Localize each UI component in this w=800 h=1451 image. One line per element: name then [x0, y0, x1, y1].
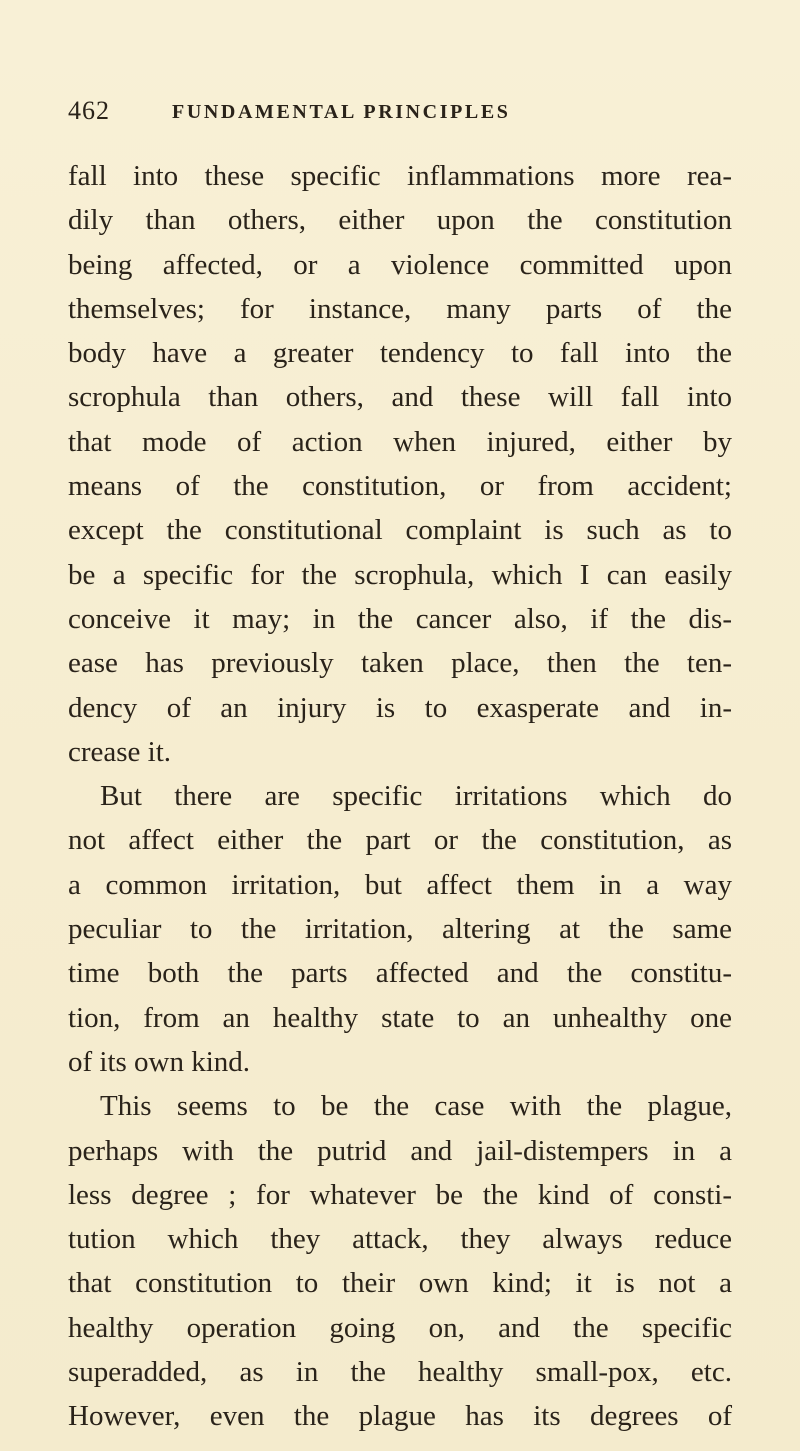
- text-line: However, even the plague has its degrees of: [68, 1400, 732, 1433]
- text-line: fall into these specific inflammations more rea-: [68, 160, 732, 192]
- text-line: healthy operation going on, and the specific: [68, 1311, 732, 1344]
- text-line: themselves; for instance, many parts of the: [68, 292, 732, 325]
- text-line: conceive it may; in the cancer also, if the dis-: [68, 602, 732, 635]
- text-line: This seems to be the case with the plague,: [100, 1090, 732, 1123]
- text-line: perhaps with the putrid and jail-distempers in a: [68, 1134, 732, 1167]
- text-line: tion, from an healthy state to an unhealthy one: [68, 1001, 732, 1034]
- text-line: that mode of action when injured, either by: [68, 425, 732, 458]
- text-line: that constitution to their own kind; it is not a: [68, 1267, 732, 1300]
- page-number: 462: [68, 96, 110, 125]
- text-line: less degree ; for whatever be the kind of consti-: [68, 1178, 732, 1211]
- text-line: tution which they attack, they always reduce: [68, 1223, 732, 1256]
- text-line: ease has previously taken place, then the ten-: [68, 647, 732, 680]
- text-line: crease it.: [68, 735, 172, 768]
- text-line: not affect either the part or the constitution, as: [68, 824, 732, 857]
- text-line: dily than others, either upon the constitution: [68, 204, 732, 237]
- text-line: means of the constitution, or from accident;: [68, 470, 732, 503]
- text-line: of its own kind.: [68, 1045, 251, 1078]
- page-header: [68, 96, 728, 136]
- text-line: time both the parts affected and the constitu-: [68, 957, 732, 990]
- text-line: body have a greater tendency to fall into the: [68, 337, 732, 370]
- text-line: dency of an injury is to exasperate and in-: [68, 691, 732, 724]
- text-line: But there are specific irritations which do: [100, 780, 732, 813]
- running-head: FUNDAMENTAL PRINCIPLES: [172, 101, 511, 123]
- text-line: be a specific for the scrophula, which I can easily: [68, 558, 732, 591]
- text-line: a common irritation, but affect them in a way: [68, 868, 732, 901]
- text-line: scrophula than others, and these will fall into: [68, 381, 732, 414]
- text-line: superadded, as in the healthy small-pox, etc.: [68, 1356, 732, 1389]
- text-line: except the constitutional complaint is such as to: [68, 514, 732, 547]
- text-line: peculiar to the irritation, altering at the same: [68, 913, 732, 946]
- body-text: [68, 154, 732, 1439]
- text-line: being affected, or a violence committed upon: [68, 248, 732, 281]
